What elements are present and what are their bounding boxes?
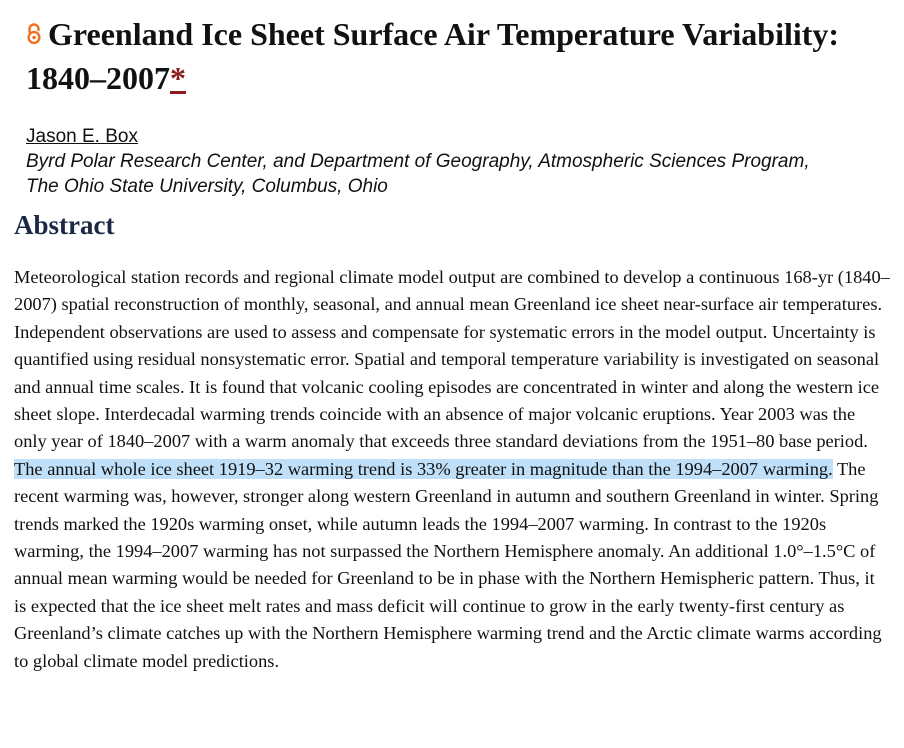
author-name-link[interactable]: Jason E. Box (26, 126, 138, 147)
abstract-highlighted-sentence[interactable]: The annual whole ice sheet 1919–32 warming trend is 33% greater in magnitude than the 1994–2007 warming. (14, 458, 833, 479)
abstract-text-before: Meteorological station records and regional climate model output are combined to develop a continuous 168-yr (1840–2007) spatial reconstruction of monthly, seasonal, and annual mean Greenland ice sheet near-surface air temperatures. Independent observations are used to assess and compensate for systematic errors in the model output. Uncertainty is quantified using residual nonsystematic error. Spatial and temporal temperature variability is investigated on seasonal and annual time scales. It is found that volcanic cooling episodes are concentrated in winter and along the western ice sheet slope. Interdecadal warming trends coincide with an absence of major volcanic eruptions. Year 2003 was the only year of 1840–2007 with a warm anomaly that exceeds three standard deviations from the 1951–80 base period. (14, 267, 890, 452)
title-block (26, 14, 886, 98)
affiliation-line-1: Byrd Polar Research Center, and Department of Geography, Atmospheric Sciences Program, (26, 151, 810, 172)
article-title (26, 14, 886, 98)
title-footnote-link[interactable]: * (170, 59, 186, 96)
author-block (26, 124, 896, 199)
affiliation-line-2: The Ohio State University, Columbus, Ohio (26, 176, 388, 197)
abstract-text-after: The recent warming was, however, stronger along western Greenland in autumn and southern Greenland in winter. Spring trends marked the 1920s warming onset, while autumn leads the 1994–2007 warming. In contrast to the 1920s warming, the 1994–2007 warming has not surpassed the Northern Hemisphere anomaly. An additional 1.0°–1.5°C of annual mean warming would be needed for Greenland to be in phase with the Northern Hemispheric pattern. Thus, it is expected that the ice sheet melt rates and mass deficit will continue to grow in the early twenty-first century as Greenland’s climate catches up with the Northern Hemisphere warming trend and the Arctic climate warms according to global climate model predictions. (14, 458, 882, 671)
open-access-lock-icon (26, 14, 42, 54)
abstract-body (14, 264, 890, 675)
abstract-heading: Abstract (14, 210, 115, 240)
article-title-text: Greenland Ice Sheet Surface Air Temperature Variability: 1840–2007 (26, 16, 840, 96)
